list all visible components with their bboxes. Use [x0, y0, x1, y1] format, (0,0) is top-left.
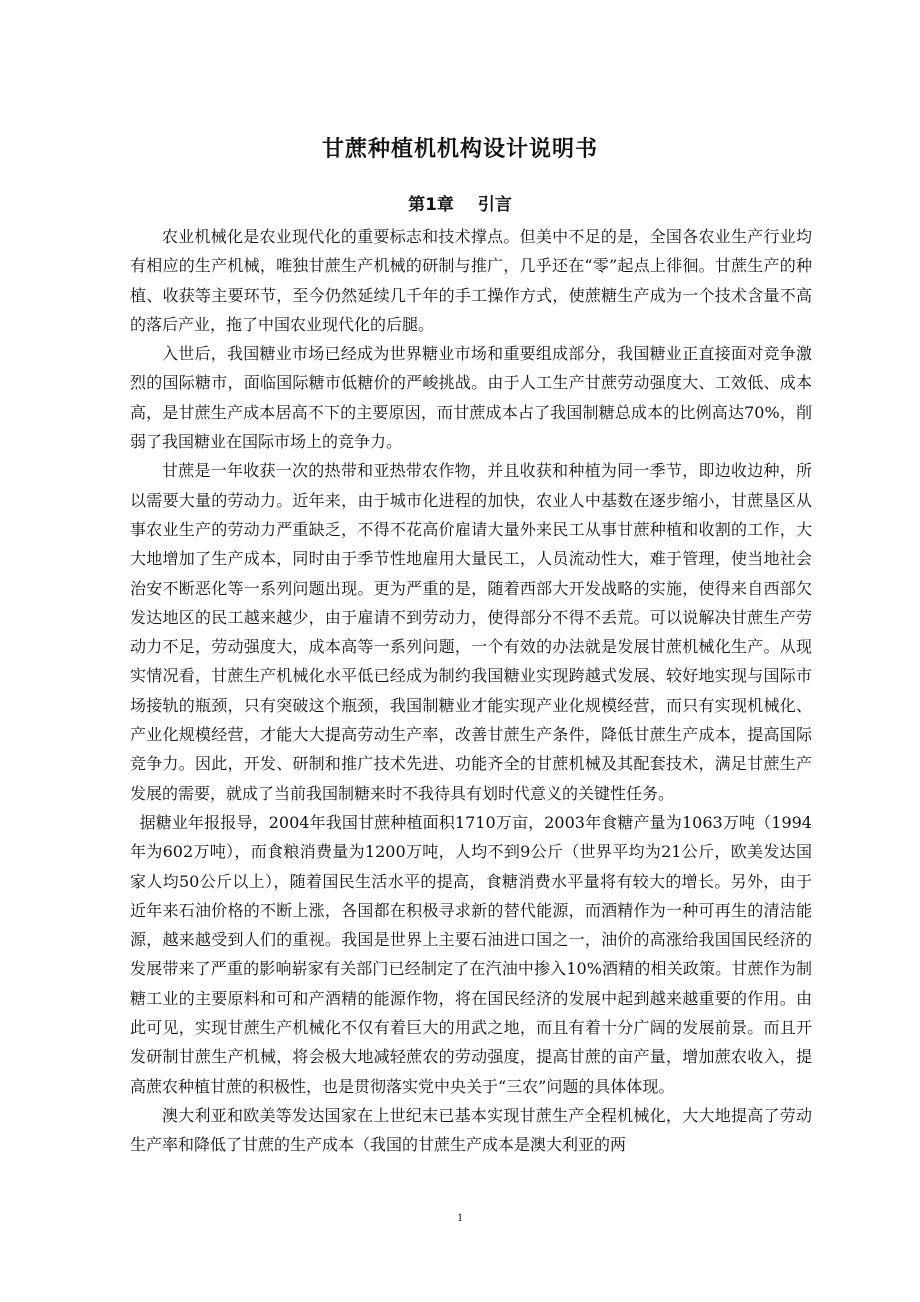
paragraph: 澳大利亚和欧美等发达国家在上世纪末已基本实现甘蔗生产全程机械化，大大地提高了劳动生产率和降低了甘蔗的生产成本（我国的甘蔗生产成本是澳大利亚的两	[130, 1105, 812, 1155]
body-text	[130, 222, 812, 1160]
paragraph: 农业机械化是农业现代化的重要标志和技术撑点。但美中不足的是，全国各农业生产行业均有相应的生产机械，唯独甘蔗生产机械的研制与推广，几乎还在“零”起点上徘徊。甘蔗生产的种植、收获等主要环节，至今仍然延续几千年的手工操作方式，使蔗糖生产成为一个技术含量不高的落后产业，拖了中国农业现代化的后腿。	[130, 227, 812, 334]
page-number: 1	[457, 1210, 463, 1224]
paragraph: 甘蔗是一年收获一次的热带和亚热带农作物，并且收获和种植为同一季节，即边收边种，所以需要大量的劳动力。近年来，由于城市化进程的加快，农业人中基数在逐步缩小，甘蔗垦区从事农业生产的劳动力严重缺乏，不得不花高价雇请大量外来民工从事甘蔗种植和收割的工作，大大地增加了生产成本，同时由于季节性地雇用大量民工，人员流动性大，难于管理，使当地社会治安不断恶化等一系列问题出现。更为严重的是，随着西部大开发战略的实施，使得来自西部欠发达地区的民工越来越少，由于雇请不到劳动力，使得部分不得不丢荒。可以说解决甘蔗生产劳动力不足，劳动强度大，成本高等一系列问题，一个有效的办法就是发展甘蔗机械化生产。从现实情况看，甘蔗生产机械化水平低已经成为制约我国糖业实现跨越式发展、较好地实现与国际市场接轨的瓶颈，只有突破这个瓶颈，我国制糖业才能实现产业化规模经营，而只有实现机械化、产业化规模经营，才能大大提高劳动生产率，改善甘蔗生产条件，降低甘蔗生产成本，提高国际竞争力。因此，开发、研制和推广技术先进、功能齐全的甘蔗机械及其配套技术，满足甘蔗生产发展的需要，就成了当前我国制糖来时不我待具有划时代意义的关键性任务。	[130, 461, 812, 803]
document-title: 甘蔗种植机机构设计说明书	[321, 137, 598, 162]
paragraph: 入世后，我国糖业市场已经成为世界糖业市场和重要组成部分，我国糖业正直接面对竞争激烈的国际糖市，面临国际糖市低糖价的严峻挑战。由于人工生产甘蔗劳动强度大、工效低、成本高，是甘蔗生产成本居高不下的主要原因，而甘蔗成本占了我国制糖总成本的比例高达70%，削弱了我国糖业在国际市场上的竞争力。	[130, 344, 812, 452]
chapter-title: 引言	[477, 195, 512, 215]
chapter-number: 第1章	[408, 195, 454, 215]
paragraph: 据糖业年报报导，2004年我国甘蔗种植面积1710万亩，2003年食糖产量为1063万吨（1994年为602万吨），而食粮消费量为1200万吨，人均不到9公斤（世界平均为21公斤，欧美发达国家人均50公斤以上），随着国民生活水平的提高，食糖消费水平量将有较大的增长。另外，由于近年来石油价格的不断上涨，各国都在积极寻求新的替代能源，而酒精作为一种可再生的清洁能源，越来越受到人们的重视。我国是世界上主要石油进口国之一，油价的高涨给我国国民经济的发展带来了严重的影响崭家有关部门已经制定了在汽油中掺入10%酒精的相关政策。甘蔗作为制糖工业的主要原料和可和产酒精的能源作物，将在国民经济的发展中起到越来越重要的作用。由此可见，实现甘蔗生产机械化不仅有着巨大的用武之地，而且有着十分广阔的发展前景。而且开发研制甘蔗生产机械，将会极大地减轻蔗农的劳动强度，提高甘蔗的亩产量，增加蔗农收入，提高蔗农种植甘蔗的积极性，也是贯彻落实党中央关于“三农”问题的具体体现。	[130, 812, 812, 1096]
chapter-heading	[0, 190, 920, 215]
